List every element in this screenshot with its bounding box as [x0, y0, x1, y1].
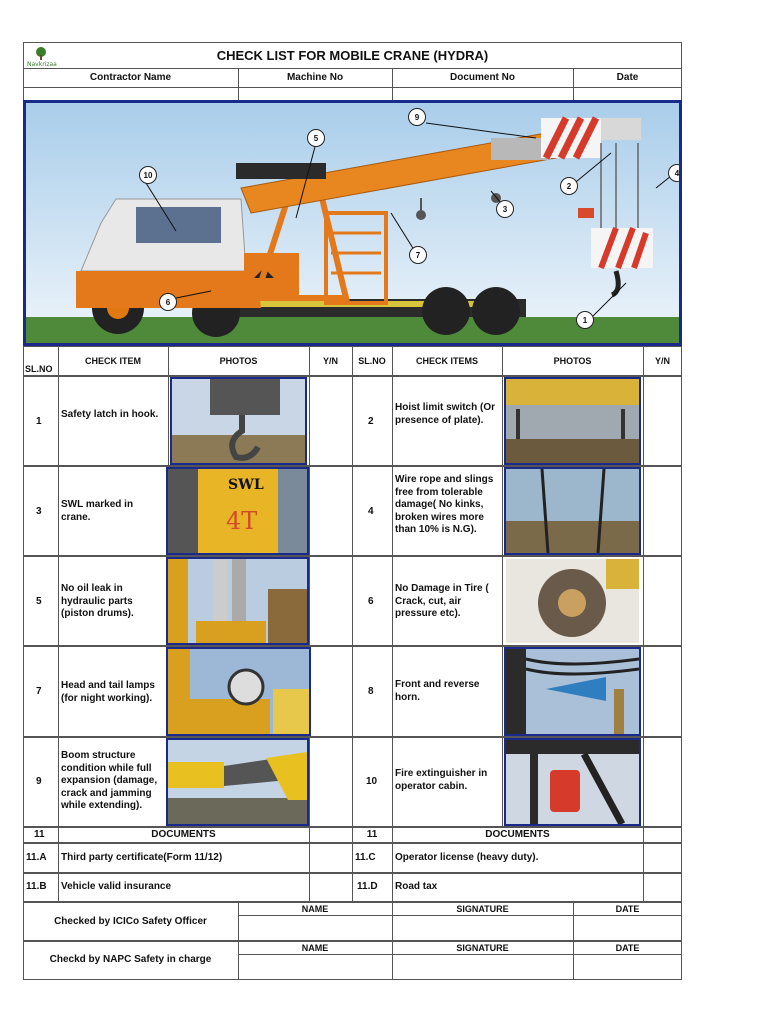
- signoff-date-header: DATE: [615, 904, 640, 914]
- signature-field-officer[interactable]: [393, 916, 572, 940]
- photo-tire: [504, 557, 641, 645]
- doc-text: Road tax: [395, 881, 438, 892]
- col-photos-left: PHOTOS: [219, 356, 258, 366]
- check-item-text: Safety latch in hook.: [61, 409, 159, 420]
- row-number: 5: [36, 596, 42, 607]
- doc-number: 11.B: [26, 881, 47, 892]
- name-field-officer[interactable]: [239, 916, 391, 940]
- check-item-text: Head and tail lamps (for night working).: [61, 680, 155, 704]
- row-number: 1: [36, 416, 42, 427]
- check-item-text: No Damage in Tire ( Crack, cut, air pressure etc).: [395, 583, 489, 619]
- header-machine-label: Machine No: [286, 72, 344, 83]
- callout-2: 2: [560, 177, 578, 195]
- callout-5: 5: [307, 129, 325, 147]
- doc-number: 11.C: [355, 852, 376, 863]
- callout-6: 6: [159, 293, 177, 311]
- signoff-signature-header: SIGNATURE: [456, 904, 509, 914]
- row-number: 8: [368, 686, 374, 697]
- header-contractor-label: Contractor Name: [89, 72, 172, 83]
- signoff-name-header: NAME: [301, 943, 329, 953]
- callout-7: 7: [409, 246, 427, 264]
- name-field-incharge[interactable]: [239, 955, 391, 979]
- documents-label-right: DOCUMENTS: [485, 829, 550, 840]
- row-number: 2: [368, 416, 374, 427]
- col-photos-right: PHOTOS: [553, 356, 592, 366]
- header-date-label: Date: [616, 72, 639, 83]
- row-number: 6: [368, 596, 374, 607]
- check-item-text: No oil leak in hydraulic parts (piston drums).: [61, 583, 134, 619]
- photo-horn: [504, 647, 641, 736]
- check-item-text: Boom structure condition while full expansion (damage, crack and jamming while extending).: [61, 750, 158, 811]
- photo-hydraulic-parts: [166, 557, 309, 645]
- signoff-signature-header: SIGNATURE: [456, 943, 509, 953]
- row-number: 7: [36, 686, 42, 697]
- callout-3: 3: [496, 200, 514, 218]
- signature-field-incharge[interactable]: [393, 955, 572, 979]
- doc-number: 11.D: [357, 881, 378, 892]
- signoff-name-header: NAME: [301, 904, 329, 914]
- col-check-items: CHECK ITEMS: [415, 356, 478, 366]
- check-item-text: Wire rope and slings free from tolerable damage( No kinks, broken wires more than 10% is N.G).: [395, 474, 494, 535]
- documents-no-left: 11: [34, 829, 45, 840]
- col-yn-right: Y/N: [654, 356, 670, 366]
- date-field-incharge[interactable]: [574, 955, 681, 979]
- signoff-label-safety-incharge: Checkd by NAPC Safety in charge: [49, 954, 212, 965]
- col-sl-no-right: SL.NO: [358, 356, 386, 366]
- doc-text: Third party certificate(Form 11/12): [61, 852, 223, 863]
- documents-no-right: 11: [366, 829, 378, 840]
- check-item-text: Hoist limit switch (Or presence of plate).: [395, 402, 496, 426]
- swl-label: SWL: [228, 477, 264, 493]
- photo-fire-extinguisher: [504, 738, 641, 826]
- col-check-item: CHECK ITEM: [85, 356, 141, 366]
- callout-10: 10: [139, 166, 157, 184]
- photo-head-tail-lamps: [166, 647, 311, 736]
- doc-text: Operator license (heavy duty).: [395, 852, 539, 863]
- check-item-text: Fire extinguisher in operator cabin.: [395, 768, 488, 792]
- crane-diagram-photo: [23, 100, 682, 346]
- doc-text: Vehicle valid insurance: [61, 881, 172, 892]
- photo-safety-latch: [170, 377, 307, 465]
- photo-hoist-limit-switch: [504, 377, 641, 465]
- row-number: 9: [36, 776, 42, 787]
- check-item-text: Front and reverse horn.: [395, 679, 480, 703]
- callout-1: 1: [576, 311, 594, 329]
- callout-4: 4: [668, 164, 682, 182]
- page-title: CHECK LIST FOR MOBILE CRANE (HYDRA): [216, 48, 489, 63]
- col-sl-no: SL.NO: [25, 364, 53, 374]
- callout-9: 9: [408, 108, 426, 126]
- photo-wire-rope: [504, 467, 641, 555]
- row-number: 3: [36, 506, 42, 517]
- check-item-text: SWL marked in crane.: [61, 499, 134, 523]
- header-document-label: Document No: [450, 72, 515, 83]
- documents-label-left: DOCUMENTS: [151, 829, 216, 840]
- logo-text: Navkrizaa: [27, 61, 57, 67]
- col-yn-left: Y/N: [322, 356, 338, 366]
- row-number: 10: [366, 776, 378, 787]
- photo-swl-marking: [166, 467, 309, 555]
- date-field-officer[interactable]: [574, 916, 681, 940]
- photo-boom-structure: [166, 738, 309, 826]
- row-number: 4: [368, 506, 374, 517]
- doc-number: 11.A: [26, 852, 47, 863]
- signoff-date-header: DATE: [615, 943, 640, 953]
- swl-value: 4T: [226, 507, 258, 535]
- signoff-label-safety-officer: Checked by ICICo Safety Officer: [54, 916, 207, 927]
